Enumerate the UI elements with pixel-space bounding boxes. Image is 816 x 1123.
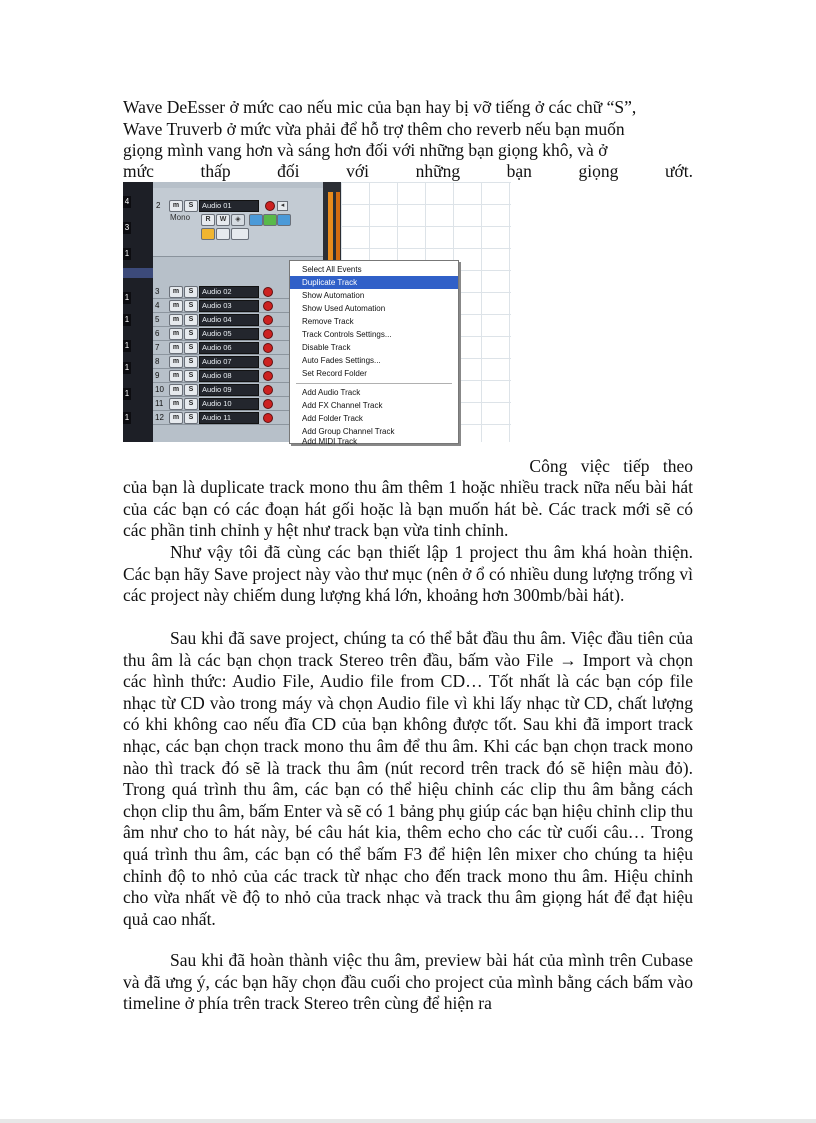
record-icon[interactable] <box>263 399 273 409</box>
track-name[interactable]: Audio 07 <box>199 356 259 368</box>
ruler-number: 1 <box>124 341 130 350</box>
menu-item-track-controls-settings[interactable]: Track Controls Settings... <box>302 330 392 339</box>
menu-item-add-fx-channel-track[interactable]: Add FX Channel Track <box>302 401 383 410</box>
ruler-number: 1 <box>124 315 130 324</box>
intro-last-line <box>123 161 693 183</box>
solo-button[interactable]: S <box>184 412 198 424</box>
para1-first-line <box>123 456 693 478</box>
ruler-number: 1 <box>124 249 130 258</box>
track-number: 10 <box>155 385 164 394</box>
intro-line: Wave DeEsser ở mức cao nếu mic của bạn hay bị vỡ tiếng ở các chữ “S”, <box>123 97 637 117</box>
intro-line: giọng mình vang hơn và sáng hơn đối với những bạn giọng khô, và ở <box>123 140 608 161</box>
word: những <box>415 161 461 181</box>
eq-icon[interactable] <box>263 214 277 226</box>
paragraph: Sau khi đã hoàn thành việc thu âm, preview bài hát của mình trên Cubase và đã ưng ý, các bạn hãy chọn đầu cuối cho project của mình bằng cách bấm vào timeline ở phía trên track Stereo trên cùng để hiện ra <box>123 950 693 1014</box>
mute-button[interactable]: m <box>169 200 183 212</box>
word: bạn <box>506 161 532 181</box>
ruler-highlight <box>123 268 153 278</box>
track-number: 7 <box>155 343 160 352</box>
record-icon[interactable] <box>263 357 273 367</box>
menu-item-show-used-automation[interactable]: Show Used Automation <box>302 304 386 313</box>
track-audio-01[interactable] <box>153 188 323 257</box>
track-number: 6 <box>155 329 160 338</box>
ruler-number: 1 <box>124 413 130 422</box>
word: đối <box>277 161 300 181</box>
solo-button[interactable]: S <box>184 370 198 382</box>
solo-button[interactable]: S <box>184 200 198 212</box>
menu-item-show-automation[interactable]: Show Automation <box>302 291 365 300</box>
track-number: 12 <box>155 413 164 422</box>
mute-button[interactable]: m <box>169 328 183 340</box>
lane-icon[interactable] <box>231 228 249 240</box>
record-icon[interactable] <box>263 329 273 339</box>
track-number: 8 <box>155 357 160 366</box>
cubase-screenshot <box>123 182 511 446</box>
track-number: 4 <box>155 301 160 310</box>
intro-line: Wave Truverb ở mức vừa phải để hỗ trợ thêm cho reverb nếu bạn muốn <box>123 118 625 139</box>
track-mode: Mono <box>170 213 191 222</box>
menu-item-remove-track[interactable]: Remove Track <box>302 317 354 326</box>
mute-button[interactable]: m <box>169 286 183 298</box>
record-icon[interactable] <box>263 315 273 325</box>
track-name[interactable]: Audio 11 <box>199 412 259 424</box>
solo-button[interactable]: S <box>184 342 198 354</box>
menu-item-add-folder-track[interactable]: Add Folder Track <box>302 414 363 423</box>
insert-icon[interactable] <box>249 214 263 226</box>
ruler-number: 1 <box>124 293 130 302</box>
menu-item-add-audio-track[interactable]: Add Audio Track <box>302 388 361 397</box>
folder-icon[interactable] <box>216 228 230 240</box>
solo-button[interactable]: S <box>184 398 198 410</box>
record-icon[interactable] <box>263 385 273 395</box>
read-button[interactable]: R <box>201 214 215 226</box>
solo-button[interactable]: S <box>184 286 198 298</box>
level-meter <box>336 192 340 260</box>
page-edge <box>0 1119 816 1123</box>
ruler-strip <box>123 182 153 442</box>
record-icon[interactable] <box>263 371 273 381</box>
track-number: 11 <box>155 399 164 408</box>
menu-item-add-group-channel-track[interactable]: Add Group Channel Track <box>302 427 395 436</box>
track-name[interactable]: Audio 04 <box>199 314 259 326</box>
menu-item-add-midi-track[interactable]: Add MIDI Track <box>302 437 358 446</box>
edit-icon[interactable]: ◈ <box>231 214 245 226</box>
solo-button[interactable]: S <box>184 328 198 340</box>
menu-item-select-all-events[interactable]: Select All Events <box>302 265 362 274</box>
track-number: 5 <box>155 315 160 324</box>
ruler-number: 1 <box>124 389 130 398</box>
solo-button[interactable]: S <box>184 356 198 368</box>
write-button[interactable]: W <box>216 214 230 226</box>
record-icon[interactable] <box>263 343 273 353</box>
ruler-number: 4 <box>124 197 130 206</box>
record-icon[interactable] <box>263 301 273 311</box>
ruler-number: 3 <box>124 223 130 232</box>
record-icon[interactable] <box>263 413 273 423</box>
track-name[interactable]: Audio 08 <box>199 370 259 382</box>
paragraph: của bạn là duplicate track mono thu âm thêm 1 hoặc nhiều track nữa nếu bài hát của các bạn có các đoạn hát gối hoặc là bạn muốn hát bè. Các track mới sẽ có các phần tinh chỉnh y hệt như track bạn vừa tinh chỉnh. <box>123 477 693 541</box>
word: mức <box>123 161 154 181</box>
mute-button[interactable]: m <box>169 370 183 382</box>
intro-paragraph <box>123 97 693 162</box>
mute-button[interactable]: m <box>169 314 183 326</box>
track-name[interactable]: Audio 05 <box>199 328 259 340</box>
menu-item-disable-track[interactable]: Disable Track <box>302 343 351 352</box>
track-number: 2 <box>156 201 161 210</box>
menu-item-duplicate-track[interactable]: Duplicate Track <box>290 276 458 289</box>
mute-button[interactable]: m <box>169 356 183 368</box>
track-number: 9 <box>155 371 160 380</box>
track-name[interactable]: Audio 09 <box>199 384 259 396</box>
menu-item-auto-fades-settings[interactable]: Auto Fades Settings... <box>302 356 381 365</box>
word: với <box>346 161 369 181</box>
send-icon[interactable] <box>277 214 291 226</box>
mute-button[interactable]: m <box>169 412 183 424</box>
track-name[interactable]: Audio 10 <box>199 398 259 410</box>
mute-button[interactable]: m <box>169 342 183 354</box>
track-name[interactable]: Audio 02 <box>199 286 259 298</box>
level-meter <box>328 192 333 260</box>
record-icon[interactable] <box>265 201 275 211</box>
lock-icon[interactable] <box>201 228 215 240</box>
menu-separator <box>296 383 452 384</box>
mute-button[interactable]: m <box>169 398 183 410</box>
paragraph: Như vậy tôi đã cùng các bạn thiết lập 1 project thu âm khá hoàn thiện. Các bạn hãy Save project này vào thư mục (nên ở ổ có nhiều dung lượng trống vì các project này chiếm dung lượng khá lớn, khoảng hơn 300mb/bài hát). <box>123 542 693 606</box>
solo-button[interactable]: S <box>184 314 198 326</box>
record-icon[interactable] <box>263 287 273 297</box>
word: ướt. <box>664 161 693 181</box>
word: thấp <box>200 161 231 181</box>
track-name[interactable]: Audio 03 <box>199 300 259 312</box>
menu-item-set-record-folder[interactable]: Set Record Folder <box>302 369 367 378</box>
context-menu <box>289 260 459 444</box>
solo-button[interactable]: S <box>184 300 198 312</box>
speaker-icon[interactable]: ◂ <box>277 201 288 211</box>
track-name[interactable]: Audio 01 <box>199 200 259 212</box>
para1-first-text: Công việc tiếp theo <box>529 456 693 476</box>
solo-button[interactable]: S <box>184 384 198 396</box>
mute-button[interactable]: m <box>169 384 183 396</box>
track-name[interactable]: Audio 06 <box>199 342 259 354</box>
track-number: 3 <box>155 287 160 296</box>
ruler-number: 1 <box>124 363 130 372</box>
paragraph: Sau khi đã save project, chúng ta có thể bắt đầu thu âm. Việc đầu tiên của thu âm là các bạn chọn track Stereo trên đầu, bấm vào File → Import và chọn các hình thức: Audio File, Audio file from CD… Tốt nhất là các bạn cóp file nhạc từ CD vào trong máy và chọn Audio file vì khi lấy nhạc từ CD, chất lượng có khi không cao nếu đĩa CD của bạn không được tốt. Sau khi đã import track nhạc, các bạn chọn track mono thu âm để thu âm. Khi các bạn chọn track mono nào thì track đó sẽ là track thu âm (nút record trên track đó sẽ hiện màu đỏ). Trong quá trình thu âm, các bạn có thể hiệu chỉnh các clip thu âm bằng cách chọn clip thu âm, bấm Enter và sẽ có 1 bảng phụ giúp các bạn hiệu chỉnh clip thu âm như cho to hát này, bé câu hát kia, thêm echo cho các từ cuối câu… Trong quá trình thu âm, các bạn có thể bấm F3 để hiện lên mixer cho chúng ta hiệu chỉnh độ to nhỏ của các track từ nhạc cho đến track mono thu âm. Hiệu chỉnh cho vừa nhất về độ to nhỏ của track nhạc và track thu âm giọng hát để đạt hiệu quả cao nhất. <box>123 628 693 929</box>
word: giọng <box>578 161 619 181</box>
mute-button[interactable]: m <box>169 300 183 312</box>
